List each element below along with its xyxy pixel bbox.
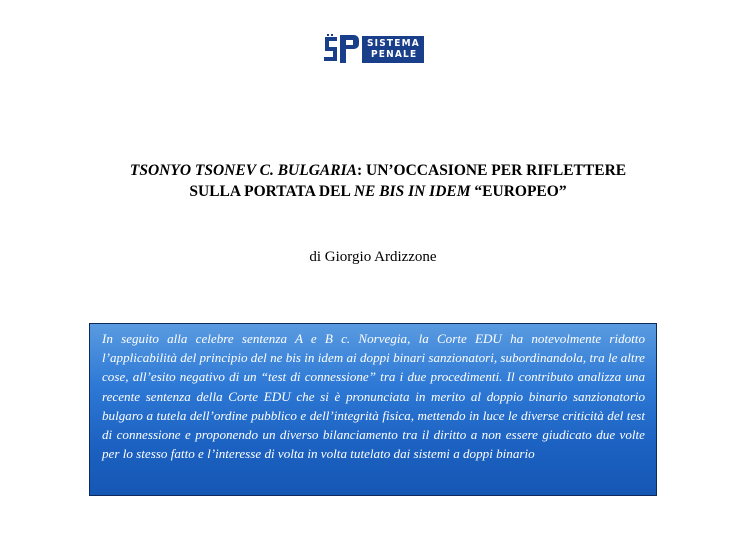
title-case-name: TSONYO TSONEV C. BULGARIA <box>129 162 357 179</box>
abstract-box <box>89 323 657 496</box>
logo-wordmark <box>362 36 424 63</box>
author-byline: di Giorgio Ardizzone <box>309 249 437 265</box>
title-latin-phrase: NE BIS IN IDEM <box>353 183 471 200</box>
abstract-text: In seguito alla celebre sentenza A e B c. Norvegia, la Corte EDU ha notevolmente ridotto l’applicabilità del principio del ne bis in idem ai doppi binari sanzionatori, subordinandola, tra le altre cose, all’esito negativo di un “test di connessione” tra i due procedimenti. Il contributo analizza una recente sentenza della Corte EDU che si è pronunciata in merito al doppio binario sanzionatorio bulgaro a tutela dell’ordine pubblico e dell’integrità fisica, mettendo in luce le diverse criticità del test di connessione e proponendo un diverso bilanciamento tra il diritto a non essere giudicato due volte per lo stesso fatto e l’interesse di volta in volta tutelato dai sistemi a doppi binario <box>102 331 645 462</box>
sp-logo-icon <box>323 33 361 65</box>
sistema-penale-logo <box>323 33 424 65</box>
logo-line-1: SISTEMA <box>367 38 420 49</box>
title-part-5: “EUROPEO” <box>470 183 567 200</box>
title-part-3: SULLA PORTATA DEL <box>189 183 354 200</box>
article-title <box>0 160 756 202</box>
logo-line-2: PENALE <box>371 49 418 60</box>
title-part-2: : UN’OCCASIONE PER RIFLETTERE <box>356 162 627 179</box>
